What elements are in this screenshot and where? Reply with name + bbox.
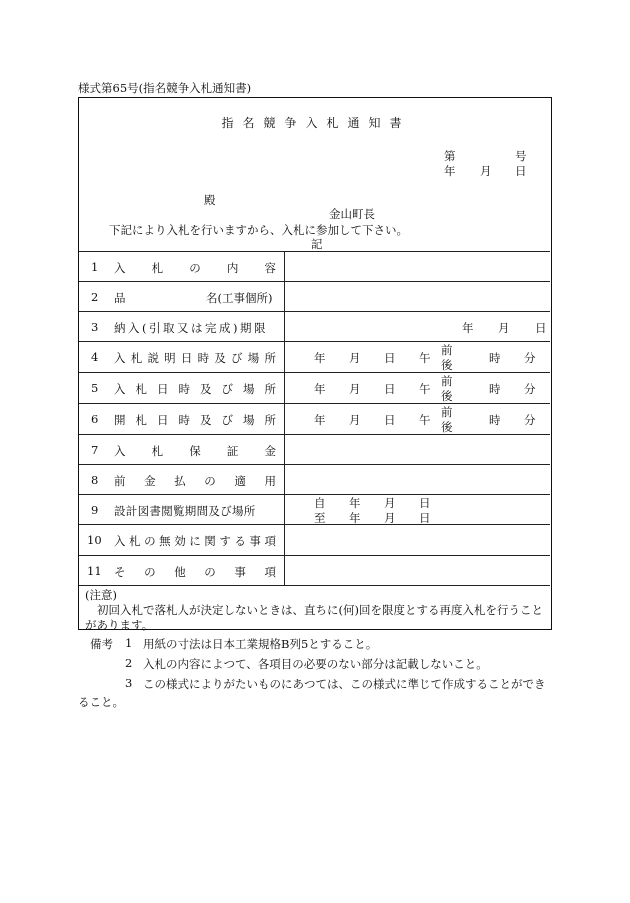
label-char: 他	[174, 565, 186, 579]
label-char: 入	[114, 261, 126, 275]
number-prefix: 第	[444, 149, 456, 163]
deadline-year: 年	[462, 321, 474, 335]
row-label-spread	[114, 473, 276, 489]
label-char: 札	[129, 534, 141, 548]
datetime-am: 前	[441, 405, 453, 419]
label-char: す	[219, 534, 231, 548]
row-divider	[79, 585, 550, 586]
notes-line-1: 初回入札で落札人が決定しないときは、直ちに(何)回を限度とする再度入札を行うこと	[97, 603, 543, 617]
label-char: び	[221, 382, 233, 396]
form-caption: 様式第65号(指名競争入札通知書)	[78, 81, 252, 95]
date-month: 月	[480, 164, 492, 178]
datetime-pm: 後	[441, 420, 453, 434]
row-divider	[79, 555, 550, 556]
datetime-month: 月	[349, 382, 361, 396]
datetime-year: 年	[314, 382, 326, 396]
label-char: 保	[189, 444, 201, 458]
row-label-spread	[114, 381, 276, 397]
label-char: 及	[214, 351, 226, 365]
row-divider	[79, 311, 550, 312]
to-year: 年	[349, 511, 361, 525]
label-char: 項	[264, 534, 276, 548]
label-char: 所	[264, 413, 276, 427]
label-char: の	[189, 261, 201, 275]
number-suffix: 号	[515, 149, 527, 163]
ki-label: 記	[311, 237, 323, 251]
label-char: 場	[243, 413, 255, 427]
label-char: 無	[159, 534, 171, 548]
remark-number: 2	[125, 656, 133, 670]
row-label: 設計図書閲覧期間及び場所	[114, 504, 256, 518]
row-label-spread	[114, 533, 276, 549]
row-divider	[79, 341, 550, 342]
row-label: 納入(引取又は完成)期限	[114, 321, 268, 335]
addressee-suffix: 殿	[204, 193, 216, 207]
row-label-spread	[114, 412, 276, 428]
datetime-minute: 分	[524, 382, 536, 396]
label-char: 前	[114, 474, 126, 488]
label-char: 札	[151, 261, 164, 275]
row-label: 名(工事個所)	[206, 291, 273, 305]
datetime-hour: 時	[489, 351, 501, 365]
label-char: の	[144, 565, 156, 579]
row-number: 2	[91, 290, 99, 304]
label-char: 及	[200, 382, 212, 396]
datetime-year: 年	[314, 351, 326, 365]
label-char: び	[231, 351, 243, 365]
label-char: 効	[174, 534, 186, 548]
datetime-day: 日	[384, 351, 396, 365]
label-char: 日	[180, 351, 193, 365]
row-label-spread	[114, 260, 276, 276]
datetime-minute: 分	[524, 351, 536, 365]
label-char: の	[144, 534, 156, 548]
label-char: 適	[234, 474, 246, 488]
label-char: 金	[264, 444, 276, 458]
label-char: 日	[157, 413, 169, 427]
datetime-noon: 午	[419, 413, 431, 427]
row-number: 11	[87, 564, 102, 578]
row-divider	[79, 434, 550, 435]
issuer: 金山町長	[329, 207, 375, 221]
to-label: 至	[314, 511, 326, 525]
label-char: 事	[234, 565, 246, 579]
label-char: そ	[114, 565, 126, 579]
label-char: の	[204, 474, 216, 488]
datetime-noon: 午	[419, 382, 431, 396]
to-month: 月	[384, 511, 396, 525]
datetime-am: 前	[441, 374, 453, 388]
deadline-day: 日	[535, 321, 547, 335]
remark-text: この様式によりがたいものにあつては、この様式に準じて作成することができ	[143, 677, 546, 691]
datetime-hour: 時	[489, 413, 501, 427]
datetime-minute: 分	[524, 413, 536, 427]
from-label: 自	[314, 496, 326, 510]
remark-text: 用紙の寸法は日本工業規格B列5とすること。	[143, 637, 378, 651]
row-number: 4	[91, 350, 99, 364]
label-char: 所	[264, 382, 276, 396]
column-divider	[284, 251, 285, 585]
row-label-spread	[114, 443, 276, 459]
label-char: に	[189, 534, 201, 548]
remark-continuation: ること。	[78, 695, 124, 709]
label-char: 場	[243, 382, 255, 396]
datetime-month: 月	[349, 351, 361, 365]
label-char: 場	[247, 351, 260, 365]
document-title: 指名競争入札通知書	[221, 116, 411, 130]
row-number: 7	[91, 443, 99, 457]
label-char: 払	[174, 474, 186, 488]
row-number: 10	[87, 533, 102, 547]
date-day: 日	[515, 164, 527, 178]
row-number: 3	[91, 320, 99, 334]
label-char: 札	[130, 351, 143, 365]
row-label-spread	[114, 350, 276, 366]
datetime-noon: 午	[419, 351, 431, 365]
datetime-month: 月	[349, 413, 361, 427]
label-char: 項	[264, 565, 276, 579]
remark-number: 3	[125, 676, 133, 690]
row-divider	[79, 464, 550, 465]
remark-number: 1	[125, 636, 133, 650]
from-year: 年	[349, 496, 361, 510]
label-char: 容	[264, 261, 276, 275]
label-char: 用	[264, 474, 276, 488]
row-divider	[79, 372, 550, 373]
label-char: 札	[135, 382, 147, 396]
row-number: 5	[91, 381, 99, 395]
row-number: 9	[91, 503, 99, 517]
label-char: 日	[157, 382, 169, 396]
datetime-pm: 後	[441, 358, 453, 372]
notes-title: (注意)	[85, 588, 117, 602]
remark-text: 入札の内容によつて、各項目の必要のない部分は記載しないこと。	[143, 657, 488, 671]
from-month: 月	[384, 496, 396, 510]
label-char: の	[204, 565, 216, 579]
to-day: 日	[419, 511, 431, 525]
form-frame	[78, 97, 552, 630]
row-divider	[79, 251, 550, 252]
label-char: 明	[164, 351, 176, 365]
label-char: び	[221, 413, 233, 427]
label-char: 所	[264, 351, 276, 365]
label-char: 入	[114, 382, 126, 396]
row-label-spread	[114, 564, 276, 580]
label-char: 金	[144, 474, 156, 488]
label-char: 時	[178, 382, 190, 396]
label-char: 及	[200, 413, 212, 427]
deadline-month: 月	[498, 321, 510, 335]
label-char: 説	[147, 351, 159, 365]
datetime-year: 年	[314, 413, 326, 427]
remarks-label: 備考	[90, 637, 113, 651]
label-char: 札	[151, 444, 164, 458]
label-char: 入	[114, 534, 126, 548]
row-divider	[79, 281, 550, 282]
datetime-hour: 時	[489, 382, 501, 396]
from-day: 日	[419, 496, 431, 510]
row-divider	[79, 403, 550, 404]
label-char: 証	[226, 444, 239, 458]
datetime-pm: 後	[441, 389, 453, 403]
label-char: 札	[135, 413, 147, 427]
label-char: 入	[114, 351, 126, 365]
label-char: 時	[197, 351, 210, 365]
datetime-day: 日	[384, 413, 396, 427]
notes-line-2: があります。	[85, 618, 154, 632]
datetime-day: 日	[384, 382, 396, 396]
row-number: 8	[91, 473, 99, 487]
label-char: る	[234, 534, 246, 548]
intro-text: 下記により入札を行いますから、入札に参加して下さい。	[109, 223, 408, 237]
row-number: 1	[91, 260, 99, 274]
label-char: 関	[204, 534, 216, 548]
row-number: 6	[91, 412, 99, 426]
datetime-am: 前	[441, 343, 453, 357]
label-char: 時	[178, 413, 190, 427]
date-year: 年	[444, 164, 456, 178]
label-char: 事	[249, 534, 261, 548]
label-char: 内	[226, 261, 239, 275]
label-char: 入	[114, 444, 126, 458]
label-char: 開	[114, 413, 126, 427]
row-label: 品	[114, 291, 126, 305]
